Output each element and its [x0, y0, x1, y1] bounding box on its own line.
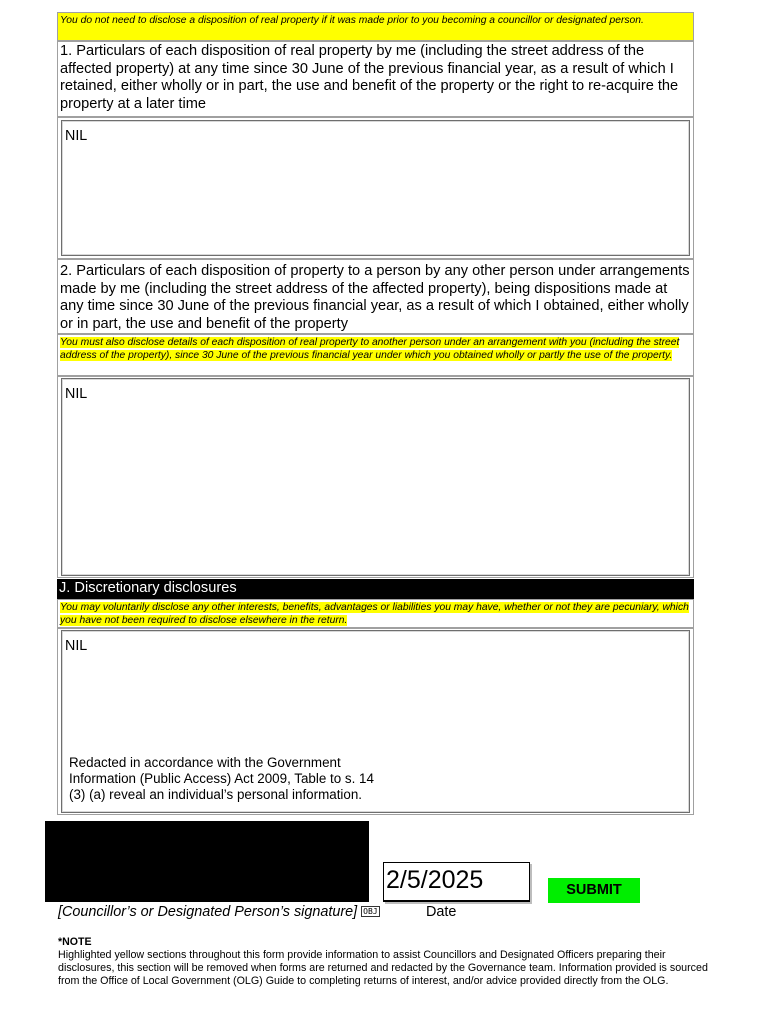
question-2-text: 2. Particulars of each disposition of property to a person by any other person under arrangements made by me (including the street address of the affected property), being dispositions made at any time since 30 June of the previous financial year, as a result of which I obtained, either wholly or in part, the use and benefit of the property: [60, 263, 690, 333]
section-j-hint-text: You may voluntarily disclose any other interests, benefits, advantages or liabilities you may have, whether or not they are pecuniary, which you have not been required to disclose elsewhere in the return.: [60, 602, 689, 626]
question-2-hint: [57, 334, 694, 376]
submit-button-label: SUBMIT: [566, 882, 622, 898]
section-j-header: [57, 579, 694, 599]
answer-1-field[interactable]: [61, 120, 690, 256]
redaction-note-line-2: Information (Public Access) Act 2009, Table to s. 14: [69, 771, 374, 786]
answer-2-cell: [57, 376, 694, 578]
redaction-note-line-1: Redacted in accordance with the Government: [69, 755, 341, 770]
question-1: [57, 41, 694, 117]
redaction-note: [69, 755, 469, 803]
date-label: Date: [426, 904, 457, 920]
date-label-wrap: [426, 904, 486, 924]
signature-redaction-block: [45, 821, 369, 902]
section-j-answer-cell: [57, 628, 694, 815]
section-j-answer-value: NIL: [65, 638, 88, 654]
note-heading-text: *NOTE: [58, 936, 92, 948]
submit-button[interactable]: [548, 878, 640, 903]
signature-label: [Councillor’s or Designated Person’s signature]: [58, 904, 358, 920]
disposition-hint: [57, 12, 694, 41]
note-heading: [58, 936, 258, 948]
section-j-answer-field[interactable]: [61, 630, 690, 813]
answer-2-value: NIL: [65, 386, 88, 402]
date-field[interactable]: [383, 862, 530, 902]
note-body: [58, 949, 722, 989]
object-marker-icon: OBJ: [363, 907, 378, 916]
redaction-note-line-3: (3) (a) reveal an individual’s personal information.: [69, 787, 363, 802]
date-value: 2/5/2025: [386, 866, 484, 894]
section-j-hint: [57, 599, 694, 628]
answer-1-cell: [57, 117, 694, 259]
question-2-hint-text: You must also disclose details of each disposition of real property to another person under an arrangement with you (including the street address of the property), since 30 June of the previous financial year under which you obtained wholly or partly the use of the property.: [60, 337, 680, 361]
section-j-title: J. Discretionary disclosures: [59, 580, 237, 596]
note-body-text: Highlighted yellow sections throughout this form provide information to assist Councillors and Designated Officers preparing their disclosures, this section will be removed when forms are returned and redacted by the Governance team. Information provided is sourced from the Office of Local Government (OLG) Guide to completing returns of interest, and/or advice provided directly from the OLG.: [58, 949, 708, 988]
question-1-text: 1. Particulars of each disposition of real property by me (including the street address of the affected property) at any time since 30 June of the previous financial year, as a result of which I retained, either wholly or in part, the use and benefit of the property or the right to re-acquire the property at a later time: [60, 43, 679, 113]
question-2: [57, 259, 694, 334]
disposition-hint-text: You do not need to disclose a disposition of real property if it was made prior to you becoming a councillor or designated person.: [60, 15, 644, 26]
answer-1-value: NIL: [65, 128, 88, 144]
answer-2-field[interactable]: [61, 378, 690, 576]
